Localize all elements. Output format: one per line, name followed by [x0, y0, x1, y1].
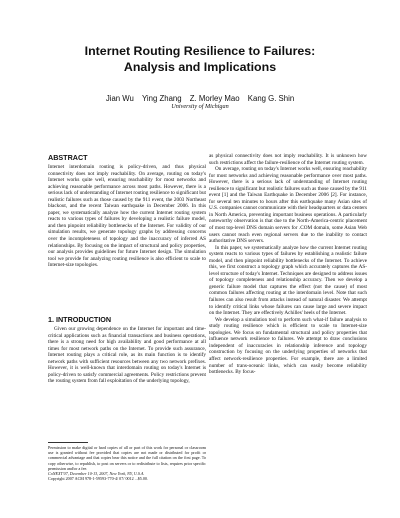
introduction-paragraph: as physical connectivity does not imply reachability. It is unknown how such restrictions affect the failure-resilience of the Internet routing system.: [209, 153, 367, 166]
introduction-paragraph: Given our growing dependence on the Internet for important and time-critical applications such as financial transactions and business operations, there is a strong need for high availability and good performance at all times for most network paths on the Internet. To provide such assurance, Internet routing plays a critical role, as its main function is to identify network paths with sufficient resources between any two network prefixes. However, it is well-known that interdomain routing on today's Internet is policy-driven to satisfy commercial agreements. Policy restrictions prevent the routing system from fall exploitation of the underlying topology,: [48, 326, 206, 385]
author-name: Jian Wu: [105, 94, 134, 103]
section-heading-introduction: 1. INTRODUCTION: [48, 315, 112, 324]
author-affiliation: University of Michigan: [171, 103, 229, 110]
copyright-notice: Copyright 2007 ACM 978-1-59593-770-4/ 07/ 0012 ...$5.00.: [48, 476, 148, 482]
paper-title: [0, 44, 400, 75]
introduction-paragraph: We develop a simulation tool to perform such what-if failure analysis to study routing resilience which is efficient to scale to Internet-size topologies. We focus on fundamental structural and policy properties that influence network resilience to failures. We attempt to draw conclusions independent of inaccuracies in relationship inference and topology construction by focusing on the underlying properties of networks that affect network-resilience properties. For example, there are a limited number of trans-oceanic links, which can easily become reliability bottlenecks. By focus-: [209, 316, 367, 376]
author-name: Kang G. Shin: [247, 94, 295, 103]
author-name: Ying Zhang: [142, 94, 182, 103]
paper-title-line-2: Analysis and Implications: [123, 59, 277, 74]
introduction-paragraph: In this paper, we systematically analyze how the current Internet routing system reacts to various types of failures by establishing a realistic failure model, and then pinpoint reliability bottlenecks of the Internet. To achieve this, we first construct a topology graph which accurately captures the AS-level structure of today's Internet. Techniques are designed to address issues of topology completeness and relationship accuracy. Then we develop a generic failure model that captures the effect (not the cause) of most common failures affecting routing at the interdomain level. Note that such failures can also result from attacks instead of natural disaster. We attempt to identify critical links whose failures can cause large and severe impact on the Internet. They are effectively Achilles' heels of the Internet.: [209, 244, 367, 317]
abstract-heading: ABSTRACT: [48, 153, 88, 162]
introduction-body-left: [48, 326, 206, 385]
footnote-divider: [48, 442, 88, 443]
conference-notice: CoNEXT'07, December 10-13, 2007, New York, NY, U.S.A.: [48, 471, 145, 477]
author-list: [0, 94, 400, 103]
abstract-paragraph: Internet interdomain routing is policy-driven, and thus physical connectivity does not imply reachability. On average, routing on today's Internet works quite well, ensuring reachability for most networks and achieving reasonable performance across most paths. However, there is a serious lack of understanding of Internet routing resilience to significant but realistic failures such as those caused by the 911 event, the 2003 Northeast blackout, and the recent Taiwan earthquake in December 2006. In this paper, we systematically analyze how the current Internet routing system reacts to various types of failures by developing a realistic failure model, and then pinpoint reliability bottlenecks of the Internet. For validity of our simulation results, we generate topology graphs by addressing concerns over the incompleteness of topology and the inaccuracy of inferred AS relationships. By focusing on the impact of structural and policy properties, our analysis provides guidelines for future Internet design. The simulation tool we provide for analyzing routing resilience is also efficient to scale to Internet-size topologies.: [48, 164, 206, 269]
abstract-body: [48, 164, 206, 269]
introduction-paragraph: On average, routing on today's Internet works well, ensuring reachability for most networks and achieving reasonable performance over most paths. However, there is a serious lack of understanding of Internet routing resilience to significant but realistic failures such as those caused by the 911 event [1] and the Taiwan Earthquake in December 2006 [2]. For instance, for several ten minutes to hours after this earthquake many Asian sites of U.S. companies cannot communicate with their headquarters or data centers in North America, preventing important business operations. A particularly noteworthy observation is that due to the North-America-centric placement of most top-level DNS domain servers for .COM domain, some Asian Web users cannot reach even regional servers due to the inability to contact authoritative DNS servers.: [209, 166, 367, 245]
author-name: Z. Morley Mao: [189, 94, 240, 103]
introduction-body-right: [209, 153, 367, 515]
paper-title-line-1: Internet Routing Resilience to Failures:: [84, 44, 316, 58]
permission-notice: Permission to make digital or hard copies of all or part of this work for personal or classroom use is granted without fee provided that copies are not made or distributed for profit or commercial advantage and that copies bear this notice and the full citation on the first page. To copy otherwise, to republish, to post on servers or to redistribute to lists, requires prior specific permission and/or a fee.: [48, 445, 206, 471]
copyright-footnote: [48, 445, 206, 481]
